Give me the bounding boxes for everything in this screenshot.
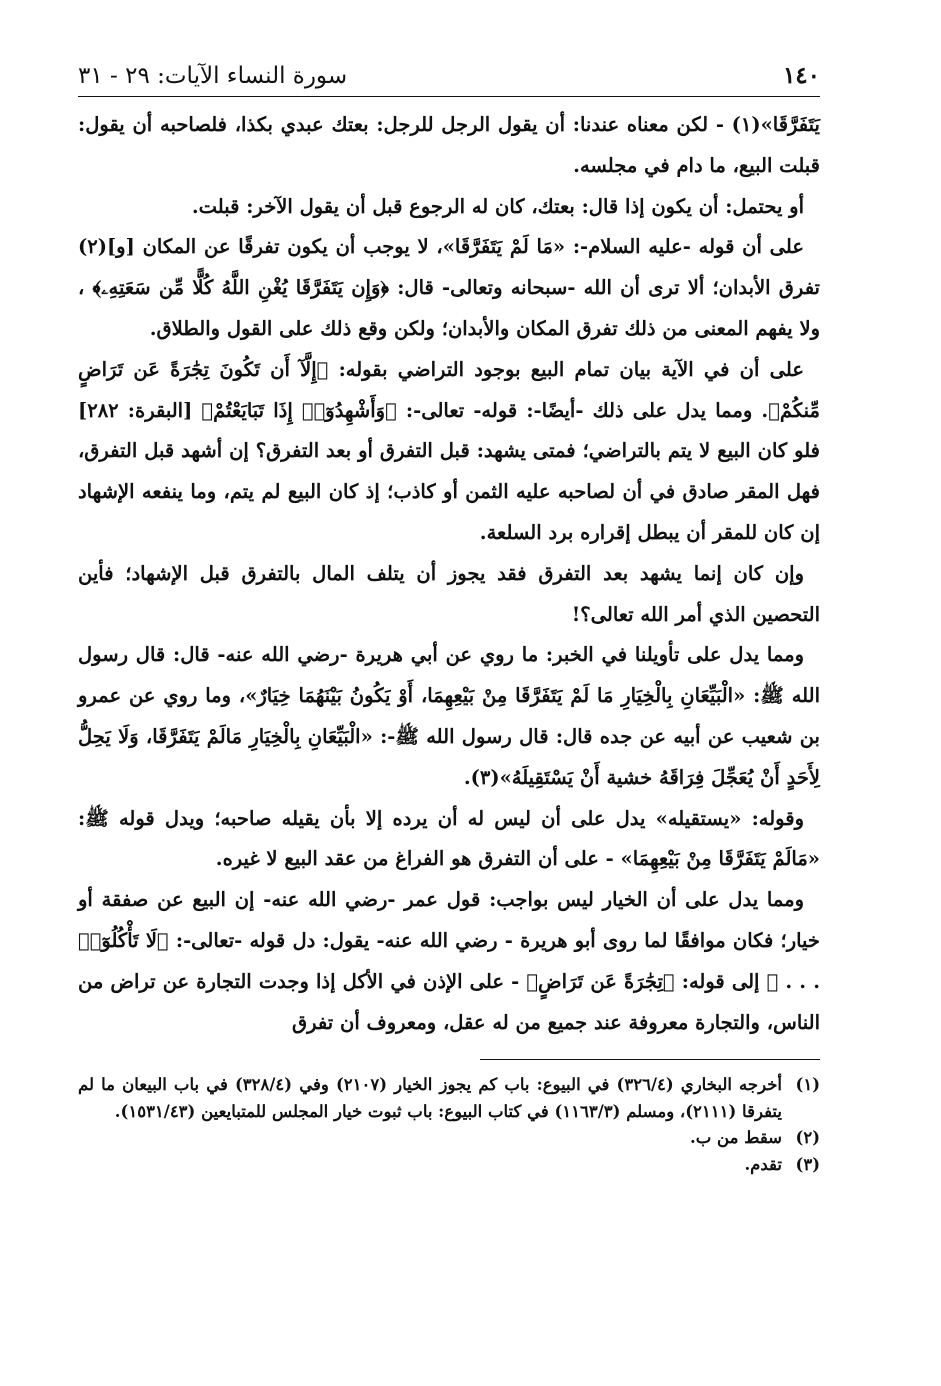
- footnote-text: سقط من ب.: [690, 1128, 782, 1148]
- footnotes: [78, 1072, 820, 1178]
- paragraph: على أن في الآية بيان تمام البيع بوجود التراضي بقوله: ﴿إِلَّآ أَن تَكُونَ تِجَٰرَةً عَن تَرَاضٍ مِّنكُمْ﴾. ومما يدل على ذلك -أيضًا-: قوله- تعالى-: ﴿وَأَشْهِدُوٓا۟ إِذَا تَبَايَعْتُمْ﴾ [البقرة: ٢٨٢] فلو كان البيع لا يتم بالتراضي؛ فمتى يشهد: قبل التفرق أو بعد التفرق؟ إن أشهد قبل التفرق، فهل المقر صادق في أن لصاحبه عليه الثمن أو كاذب؛ إذ كان البيع لم يتم، وما ينفعه الإشهاد إن كان للمقر أن يبطل إقراره برد السلعة.: [78, 357, 820, 544]
- paragraph: وقوله: «يستقيله» يدل على أن ليس له أن يرده إلا بأن يقيله صاحبه؛ ويدل قوله ﷺ: «مَالَمْ يَتَفَرَّقَا مِنْ بَيْعِهِمَا» - على أن التفرق هو الفراغ من عقد البيع لا غيره.: [78, 806, 820, 871]
- main-text: [78, 105, 820, 1043]
- running-header: [78, 62, 820, 97]
- page-number: ١٤٠: [782, 62, 820, 89]
- footnote-number: (٣): [795, 1154, 820, 1174]
- footnote: [78, 1152, 820, 1179]
- footnote-text: أخرجه البخاري (٣٢٦/٤) في البيوع: باب كم يجوز الخيار (٢١٠٧) وفي (٣٢٨/٤) في باب البيعان ما لم يتفرقا (٢١١١)، ومسلم (١١٦٣/٣) في كتاب البيوع: باب ثبوت خيار المجلس للمتبايعين (١٥٣١/٤٣).: [78, 1075, 782, 1121]
- book-page: [78, 62, 820, 1178]
- paragraph: على أن قوله -عليه السلام-: «مَا لَمْ يَتَفَرَّقَا»، لا يوجب أن يكون تفرقًا عن المكان [و](٢) تفرق الأبدان؛ ألا ترى أن الله -سبحانه وتعالى- قال: ﴿وَإِن يَتَفَرَّقَا يُغْنِ اللَّهُ كُلًّا مِّن سَعَتِهِۦ﴾ ، ولا يفهم المعنى من ذلك تفرق المكان والأبدان؛ ولكن وقع ذلك على القول والطلاق.: [78, 235, 820, 340]
- paragraph: وإن كان إنما يشهد بعد التفرق فقد يجوز أن يتلف المال بالتفرق قبل الإشهاد؛ فأين التحصين الذي أمر الله تعالى؟!: [78, 561, 820, 626]
- footnote-text: تقدم.: [744, 1154, 782, 1174]
- footnote-number: (١): [795, 1075, 820, 1095]
- footnote-divider: [480, 1059, 820, 1060]
- paragraph: أو يحتمل: أن يكون إذا قال: بعتك، كان له الرجوع قبل أن يقول الآخر: قبلت.: [191, 194, 804, 218]
- footnote: [78, 1125, 820, 1152]
- section-title: سورة النساء الآيات: ٢٩ - ٣١: [78, 63, 348, 89]
- paragraph: ومما يدل على تأويلنا في الخبر: ما روي عن أبي هريرة -رضي الله عنه- قال: قال رسول الله ﷺ: «الْبَيِّعَانِ بِالْخِيَارِ مَا لَمْ يَتَفَرَّقَا مِنْ بَيْعِهِمَا، أَوْ يَكُونُ بَيْنَهُمَا خِيَارٌ»، وما روي عن عمرو بن شعيب عن أبيه عن جده قال: قال رسول الله ﷺ-: «الْبَيِّعَانِ بِالْخِيَارِ مَالَمْ يَتَفَرَّقَا، وَلَا يَحِلُّ لِأَحَدٍ أَنْ يُعَجِّلَ فِرَاقَهُ خشية أَنْ يَسْتَقِيلَهُ»(٣).: [78, 643, 820, 789]
- footnote: [78, 1072, 820, 1125]
- paragraph: ومما يدل على أن الخيار ليس بواجب: قول عمر -رضي الله عنه- إن البيع عن صفقة أو خيار؛ فكان موافقًا لما روى أبو هريرة - رضي الله عنه- يقول: دل قوله -تعالى-: ﴿لَا تَأْكُلُوٓا۟ . . . ﴾ إلى قوله: ﴿تِجَٰرَةً عَن تَرَاضٍ﴾ - على الإذن في الأكل إذا وجدت التجارة عن تراض من الناس، والتجارة معروفة عند جميع من له عقل، ومعروف أن تفرق: [78, 888, 820, 1034]
- footnote-number: (٢): [795, 1128, 820, 1148]
- paragraph: يَتَفَرَّقَا»(١) - لكن معناه عندنا: أن يقول الرجل للرجل: بعتك عبدي بكذا، فلصاحبه أن يقول: قبلت البيع، ما دام في مجلسه.: [78, 113, 820, 177]
